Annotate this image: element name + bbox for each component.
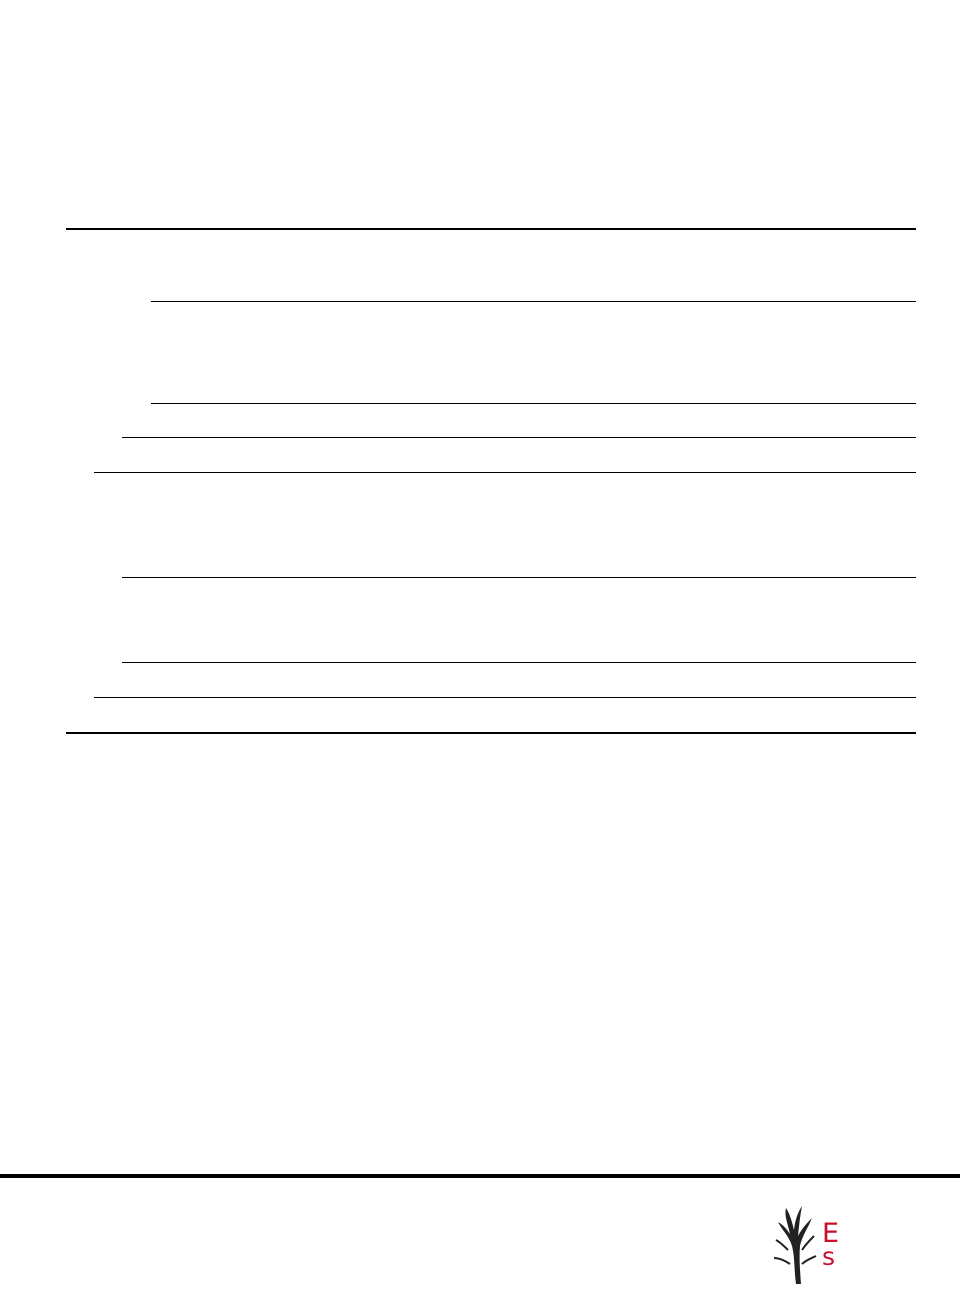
total-rule [94,697,916,698]
header-rule [66,228,916,230]
logo-text-top: E [822,1218,840,1249]
subtotal-rule [151,301,916,302]
ekonomsektionen-logo [770,1200,950,1286]
tree-icon [770,1200,820,1286]
subtotal-rule [122,577,916,578]
total-rule [94,472,916,473]
subtotal-rule [122,437,916,438]
result-rule [66,732,916,734]
footer-divider [0,1174,960,1178]
subtotal-rule [122,662,916,663]
subtotal-rule [151,403,916,404]
logo-text-bottom: s [822,1242,836,1271]
